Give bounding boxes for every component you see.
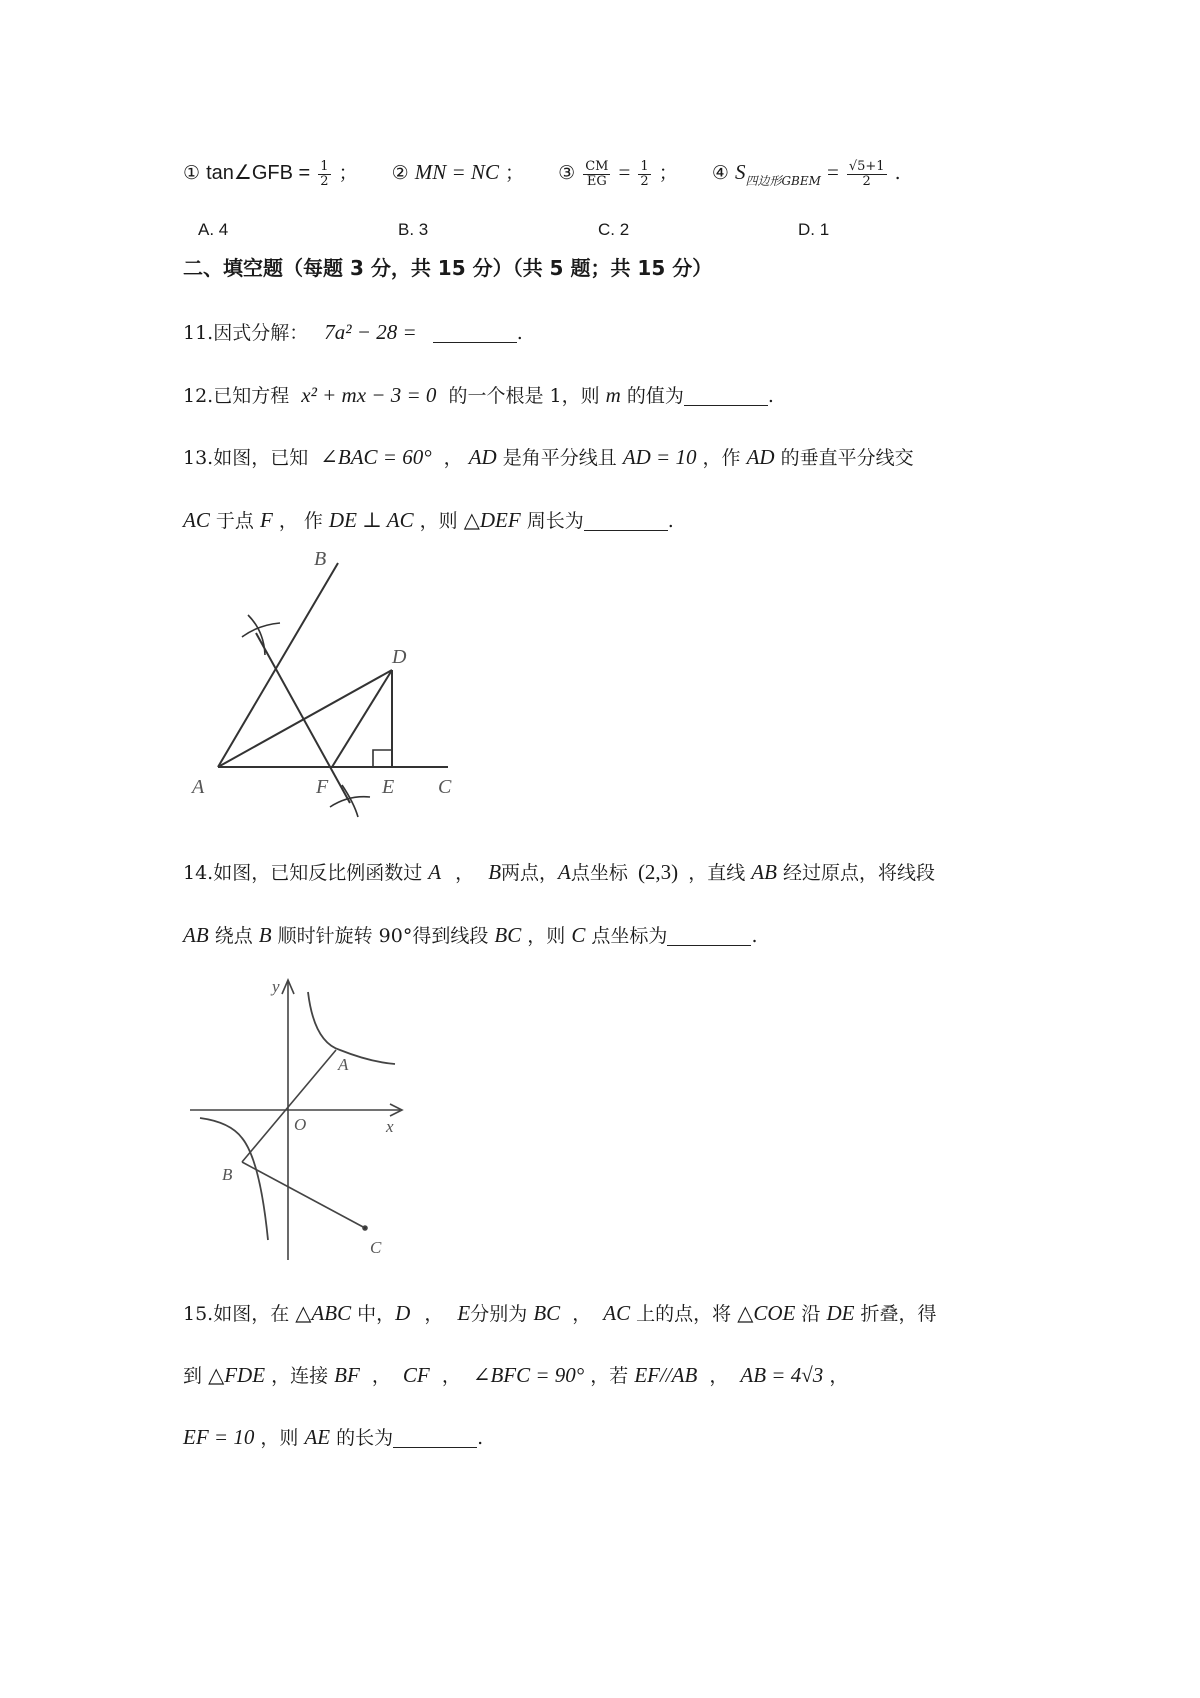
perpendicular-bisector (256, 633, 350, 803)
q13-geometry-figure (180, 545, 480, 835)
q10-statements (183, 160, 901, 188)
option-b: B. 3 (398, 220, 429, 239)
q14-coordinate-figure (190, 970, 430, 1270)
q10-item-2: ② MN = NC ； (391, 160, 525, 185)
ray-ab (218, 563, 338, 767)
label-e: E (382, 776, 395, 798)
answer-blank (684, 386, 768, 406)
segment-fd (332, 670, 392, 767)
fraction: $\frac{1}{2}$ (320, 159, 329, 189)
label-c: C (370, 1238, 382, 1257)
label-b: B (314, 548, 327, 570)
option-d: D. 1 (798, 220, 830, 239)
answer-blank (393, 1428, 477, 1448)
label-f: F (316, 776, 329, 798)
right-angle-mark (373, 750, 392, 767)
label-a: A (338, 1055, 349, 1074)
option-c: C. 2 (598, 220, 630, 239)
question-13-line-1: 13.如图，已知 ∠BAC = 60° ， AD 是角平分线且 AD = 10 ，作 AD 的垂直平分线交 (183, 445, 914, 469)
question-15-line-3: EF = 10 ，则 AE 的长为 . (183, 1425, 484, 1449)
question-15-line-2: 到 △FDE ，连接 BF ， CF ， ∠BFC = 90° ，若 EF//AB ， AB = 4√3 ， (183, 1363, 849, 1387)
q10-item-3: ③ $\frac{CM}{EG}$ = $\frac{1}{2}$ ； (558, 159, 678, 189)
q10-item-1: ① tan∠GFB = $\frac{1}{2}$ ； (183, 159, 358, 189)
point-c (363, 1226, 367, 1230)
label-a: A (192, 776, 205, 798)
question-13-line-2: AC 于点 F ， 作 DE ⊥ AC ，则 △DEF 周长为 . (183, 508, 674, 532)
label-d: D (392, 646, 407, 668)
option-a: A. 4 (198, 220, 229, 239)
label-c: C (438, 776, 452, 798)
fraction: $\frac{CM}{EG}$ (585, 159, 609, 189)
section-heading: 二、填空题（每题 3 分，共 15 分）（共 5 题；共 15 分） (183, 256, 713, 280)
line-bc (242, 1162, 365, 1228)
fraction: $\frac{1}{2}$ (640, 159, 649, 189)
question-12: 12.已知方程 x² + mx − 3 = 0 的一个根是 1，则 m 的值为 . (183, 383, 774, 407)
label-x: x (386, 1117, 394, 1136)
label-o: O (294, 1115, 307, 1134)
label-y: y (272, 977, 280, 996)
answer-blank (433, 323, 517, 343)
line-ab (242, 1050, 336, 1162)
segment-ad (218, 670, 392, 767)
curve-third-quadrant (200, 1118, 268, 1240)
curve-first-quadrant (308, 992, 395, 1064)
question-14-line-1: 14.如图，已知反比例函数过 A ， B两点，A点坐标 (2,3) ，直线 AB 经过原点，将线段 (183, 860, 936, 884)
question-15-line-1: 15.如图，在 △ABC 中，D ， E分别为 BC ， AC 上的点，将 △COE 沿 DE 折叠，得 (183, 1301, 937, 1325)
answer-blank (667, 926, 751, 946)
fraction: $\frac{√5+1}{2}$ (848, 159, 885, 189)
question-11: 11.因式分解： 7a² − 28 = . (183, 320, 523, 344)
answer-blank (584, 511, 668, 531)
question-14-line-2: AB 绕点 B 顺时针旋转 90°得到线段 BC ，则 C 点坐标为 . (183, 923, 758, 947)
label-b: B (222, 1165, 233, 1184)
q10-item-4: ④ $S_{四边形GBEM}$ = $\frac{√5+1}{2}$ . (711, 159, 901, 189)
